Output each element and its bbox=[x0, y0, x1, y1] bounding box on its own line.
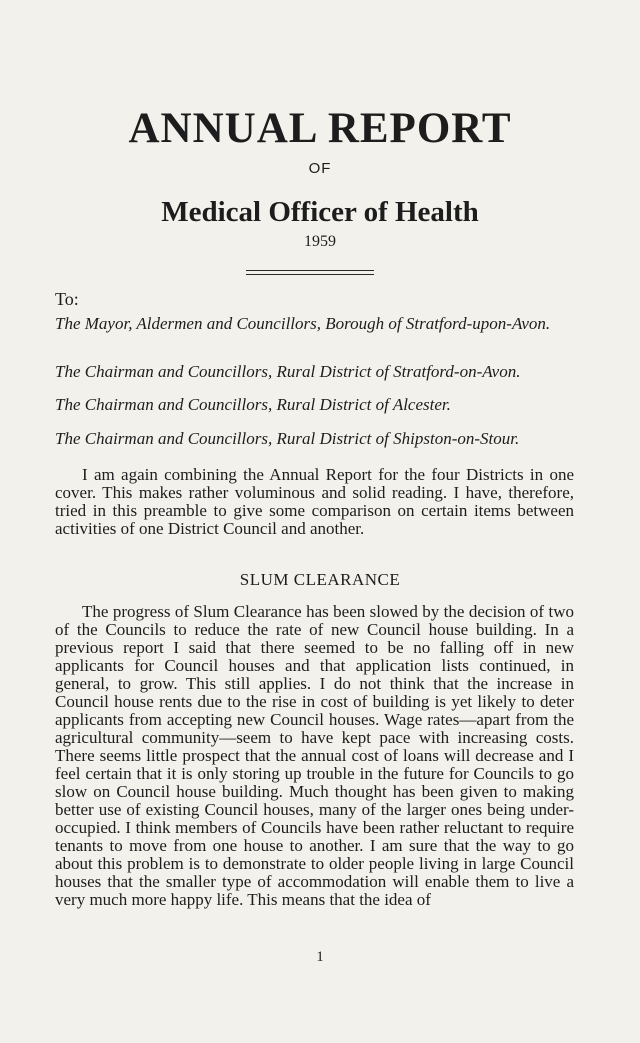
report-title: ANNUAL REPORT bbox=[128, 105, 512, 152]
address-line-alcester-rdc: The Chairman and Councillors, Rural District of Alcester. bbox=[55, 395, 451, 414]
address-to: To: bbox=[55, 289, 79, 309]
slum-clearance-paragraph: The progress of Slum Clearance has been slowed by the decision of two of the Councils to reduce the rate of new Council house building. In a previous report I said that there seemed to be no falling off in new applicants for Council houses and that application lists continued, in general, to grow. This still applies. I do not think that the increase in Council house rents due to the rise in cost of building is yet likely to deter applicants from accepting new Council houses. Wage rates—apart from the agricultural community—seem to have kept pace with increasing costs. There seems little prospect that the annual cost of loans will decrease and I feel certain that it is only storing up trouble in the future for Councils to go slow on Council house building. Much thought has been given to making better use of existing Council houses, many of the larger ones being under-occupied. I think members of Councils have been rather reluctant to require tenants to move from one house to another. I am sure that the way to go about this problem is to demonstrate to older people living in large Council houses that the smaller type of accommodation will enable them to live a very much more happy life. This means that the idea of bbox=[55, 602, 574, 909]
address-line-shipston-rdc: The Chairman and Councillors, Rural District of Shipston-on-Stour. bbox=[55, 429, 520, 448]
report-title-of: OF bbox=[308, 160, 332, 177]
intro-paragraph: I am again combining the Annual Report for the four Districts in one cover. This makes rather voluminous and solid reading. I have, therefore, tried in this preamble to give some comparison on certain items between activities of one District Council and another. bbox=[55, 465, 574, 538]
report-subtitle: Medical Officer of Health bbox=[161, 196, 479, 228]
title-divider-top bbox=[246, 270, 374, 271]
page-number: 1 bbox=[316, 949, 324, 965]
title-divider-bottom bbox=[246, 274, 374, 275]
report-year: 1959 bbox=[304, 233, 336, 250]
address-line-stratford-rdc: The Chairman and Councillors, Rural District of Stratford-on-Avon. bbox=[55, 362, 521, 381]
section-heading-slum-clearance: SLUM CLEARANCE bbox=[239, 570, 401, 589]
address-line-borough: The Mayor, Aldermen and Councillors, Borough of Stratford-upon-Avon. bbox=[55, 314, 551, 333]
